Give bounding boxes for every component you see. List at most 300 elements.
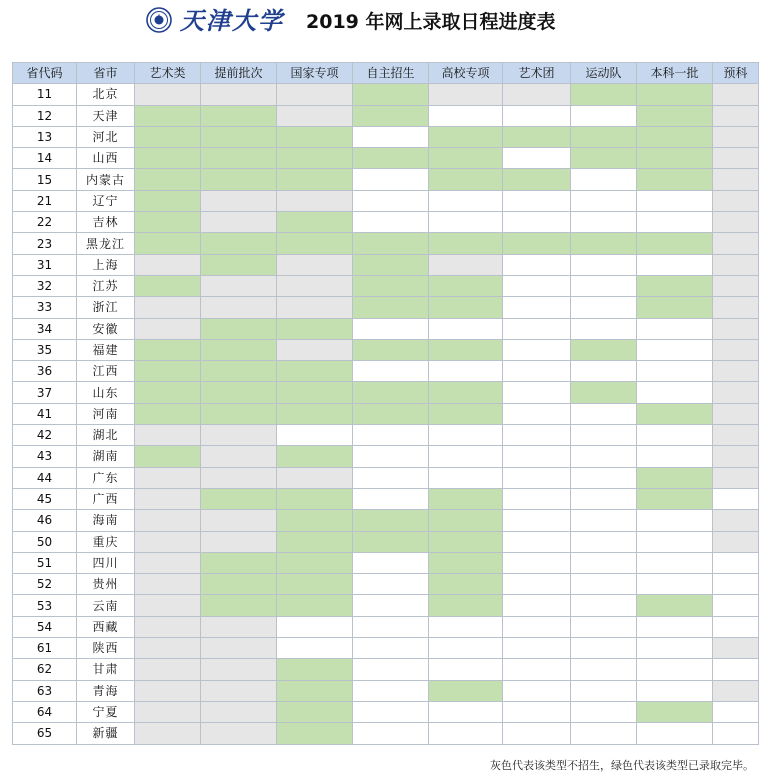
table-row	[13, 616, 759, 637]
status-cell-pending	[429, 318, 503, 339]
status-cell-admitted	[201, 574, 277, 595]
status-cell-pending	[429, 212, 503, 233]
admission-schedule-table	[12, 62, 759, 745]
status-cell-admitted	[135, 126, 201, 147]
status-cell-pending	[637, 552, 713, 573]
status-cell-admitted	[637, 488, 713, 509]
province-code-cell: 62	[13, 659, 77, 680]
status-cell-admitted	[135, 361, 201, 382]
table-row	[13, 467, 759, 488]
province-code-cell: 21	[13, 190, 77, 211]
province-name-cell: 甘肃	[77, 659, 135, 680]
province-name-cell: 天津	[77, 105, 135, 126]
status-cell-not-recruiting	[713, 403, 759, 424]
province-code-cell: 61	[13, 638, 77, 659]
status-cell-pending	[503, 510, 571, 531]
status-cell-pending	[571, 297, 637, 318]
status-cell-not-recruiting	[713, 510, 759, 531]
status-cell-admitted	[637, 169, 713, 190]
status-cell-pending	[571, 425, 637, 446]
status-cell-admitted	[429, 488, 503, 509]
status-cell-admitted	[353, 233, 429, 254]
province-name-cell: 贵州	[77, 574, 135, 595]
status-cell-pending	[277, 425, 353, 446]
status-cell-pending	[503, 254, 571, 275]
province-name-cell: 吉林	[77, 212, 135, 233]
table-row	[13, 680, 759, 701]
status-cell-admitted	[201, 254, 277, 275]
status-cell-admitted	[277, 723, 353, 744]
status-cell-pending	[429, 425, 503, 446]
status-cell-pending	[713, 552, 759, 573]
province-code-cell: 64	[13, 701, 77, 722]
status-cell-pending	[571, 680, 637, 701]
status-cell-admitted	[277, 488, 353, 509]
status-cell-pending	[353, 467, 429, 488]
status-cell-admitted	[429, 339, 503, 360]
status-cell-pending	[713, 595, 759, 616]
column-header: 本科一批	[637, 63, 713, 84]
status-cell-admitted	[277, 595, 353, 616]
province-code-cell: 36	[13, 361, 77, 382]
province-code-cell: 34	[13, 318, 77, 339]
province-name-cell: 浙江	[77, 297, 135, 318]
province-code-cell: 32	[13, 275, 77, 296]
status-cell-pending	[637, 531, 713, 552]
status-cell-pending	[353, 425, 429, 446]
table-body	[13, 84, 759, 744]
table-row	[13, 552, 759, 573]
status-cell-not-recruiting	[277, 254, 353, 275]
province-code-cell: 43	[13, 446, 77, 467]
status-cell-admitted	[429, 297, 503, 318]
table-row	[13, 638, 759, 659]
status-cell-pending	[637, 446, 713, 467]
table-row	[13, 190, 759, 211]
status-cell-not-recruiting	[713, 148, 759, 169]
status-cell-admitted	[277, 403, 353, 424]
province-code-cell: 35	[13, 339, 77, 360]
status-cell-admitted	[277, 361, 353, 382]
status-cell-pending	[353, 169, 429, 190]
status-cell-pending	[353, 638, 429, 659]
status-cell-pending	[637, 382, 713, 403]
province-name-cell: 江苏	[77, 275, 135, 296]
table-row	[13, 339, 759, 360]
status-cell-admitted	[429, 382, 503, 403]
province-name-cell: 宁夏	[77, 701, 135, 722]
status-cell-admitted	[353, 148, 429, 169]
status-cell-not-recruiting	[201, 616, 277, 637]
province-name-cell: 福建	[77, 339, 135, 360]
status-cell-not-recruiting	[201, 425, 277, 446]
province-code-cell: 42	[13, 425, 77, 446]
province-code-cell: 63	[13, 680, 77, 701]
table-row	[13, 297, 759, 318]
status-cell-admitted	[277, 318, 353, 339]
table-row	[13, 148, 759, 169]
status-cell-not-recruiting	[135, 659, 201, 680]
status-cell-not-recruiting	[135, 425, 201, 446]
status-cell-admitted	[637, 84, 713, 105]
status-cell-admitted	[429, 233, 503, 254]
status-cell-not-recruiting	[277, 275, 353, 296]
status-cell-not-recruiting	[201, 510, 277, 531]
status-cell-pending	[571, 552, 637, 573]
status-cell-pending	[713, 574, 759, 595]
status-cell-pending	[503, 382, 571, 403]
status-cell-not-recruiting	[135, 318, 201, 339]
status-cell-admitted	[353, 84, 429, 105]
status-cell-pending	[571, 595, 637, 616]
status-cell-admitted	[571, 382, 637, 403]
status-cell-not-recruiting	[713, 446, 759, 467]
status-cell-pending	[503, 361, 571, 382]
status-cell-pending	[637, 638, 713, 659]
status-cell-pending	[637, 680, 713, 701]
status-cell-admitted	[201, 169, 277, 190]
status-cell-admitted	[353, 339, 429, 360]
status-cell-not-recruiting	[135, 297, 201, 318]
status-cell-not-recruiting	[135, 531, 201, 552]
table-row	[13, 212, 759, 233]
status-cell-pending	[503, 574, 571, 595]
status-cell-not-recruiting	[135, 638, 201, 659]
status-cell-admitted	[277, 233, 353, 254]
table-row	[13, 531, 759, 552]
table-row	[13, 275, 759, 296]
status-cell-pending	[503, 339, 571, 360]
status-cell-not-recruiting	[713, 84, 759, 105]
province-code-cell: 41	[13, 403, 77, 424]
status-cell-not-recruiting	[135, 552, 201, 573]
table-row	[13, 382, 759, 403]
status-cell-pending	[571, 638, 637, 659]
status-cell-pending	[637, 574, 713, 595]
status-cell-not-recruiting	[201, 446, 277, 467]
status-cell-admitted	[503, 233, 571, 254]
status-cell-admitted	[201, 318, 277, 339]
status-cell-admitted	[201, 488, 277, 509]
province-code-cell: 33	[13, 297, 77, 318]
table-row	[13, 701, 759, 722]
status-cell-admitted	[637, 595, 713, 616]
status-cell-admitted	[429, 552, 503, 573]
status-cell-admitted	[429, 275, 503, 296]
status-cell-pending	[571, 403, 637, 424]
province-name-cell: 河南	[77, 403, 135, 424]
status-cell-pending	[713, 488, 759, 509]
status-cell-pending	[637, 616, 713, 637]
status-cell-pending	[429, 659, 503, 680]
province-code-cell: 44	[13, 467, 77, 488]
table-row	[13, 574, 759, 595]
column-header: 高校专项	[429, 63, 503, 84]
table-row	[13, 254, 759, 275]
column-header: 省市	[77, 63, 135, 84]
status-cell-pending	[571, 574, 637, 595]
column-header: 自主招生	[353, 63, 429, 84]
status-cell-admitted	[277, 680, 353, 701]
status-cell-admitted	[353, 297, 429, 318]
status-cell-pending	[503, 190, 571, 211]
status-cell-admitted	[135, 446, 201, 467]
status-cell-not-recruiting	[713, 425, 759, 446]
status-cell-not-recruiting	[713, 680, 759, 701]
status-cell-pending	[571, 467, 637, 488]
status-cell-not-recruiting	[135, 510, 201, 531]
status-cell-admitted	[201, 552, 277, 573]
province-code-cell: 22	[13, 212, 77, 233]
page-header	[0, 0, 768, 52]
status-cell-admitted	[429, 595, 503, 616]
province-name-cell: 广西	[77, 488, 135, 509]
status-cell-pending	[353, 212, 429, 233]
status-cell-admitted	[135, 275, 201, 296]
status-cell-pending	[353, 361, 429, 382]
status-cell-admitted	[135, 403, 201, 424]
status-cell-not-recruiting	[201, 84, 277, 105]
province-code-cell: 51	[13, 552, 77, 573]
status-cell-pending	[571, 169, 637, 190]
province-name-cell: 上海	[77, 254, 135, 275]
province-name-cell: 河北	[77, 126, 135, 147]
status-cell-not-recruiting	[713, 233, 759, 254]
status-cell-admitted	[277, 510, 353, 531]
province-code-cell: 52	[13, 574, 77, 595]
status-cell-pending	[503, 275, 571, 296]
status-cell-admitted	[135, 233, 201, 254]
province-name-cell: 西藏	[77, 616, 135, 637]
status-cell-pending	[277, 638, 353, 659]
status-cell-not-recruiting	[135, 616, 201, 637]
table-row	[13, 723, 759, 744]
status-cell-pending	[571, 723, 637, 744]
province-name-cell: 湖北	[77, 425, 135, 446]
status-cell-admitted	[429, 680, 503, 701]
status-cell-admitted	[277, 446, 353, 467]
column-header: 省代码	[13, 63, 77, 84]
status-cell-pending	[503, 105, 571, 126]
status-cell-not-recruiting	[503, 84, 571, 105]
status-cell-not-recruiting	[713, 318, 759, 339]
province-name-cell: 海南	[77, 510, 135, 531]
status-cell-pending	[353, 574, 429, 595]
province-name-cell: 四川	[77, 552, 135, 573]
province-code-cell: 37	[13, 382, 77, 403]
status-cell-pending	[503, 680, 571, 701]
status-cell-admitted	[571, 84, 637, 105]
status-cell-admitted	[277, 212, 353, 233]
status-cell-pending	[571, 701, 637, 722]
status-cell-pending	[503, 467, 571, 488]
status-cell-pending	[429, 701, 503, 722]
status-cell-admitted	[637, 148, 713, 169]
status-cell-pending	[637, 318, 713, 339]
status-cell-admitted	[135, 190, 201, 211]
status-cell-not-recruiting	[135, 488, 201, 509]
status-cell-pending	[353, 446, 429, 467]
status-cell-pending	[571, 531, 637, 552]
province-name-cell: 云南	[77, 595, 135, 616]
status-cell-pending	[571, 254, 637, 275]
status-cell-admitted	[201, 105, 277, 126]
status-cell-admitted	[135, 212, 201, 233]
province-name-cell: 辽宁	[77, 190, 135, 211]
column-header: 艺术类	[135, 63, 201, 84]
status-cell-pending	[637, 659, 713, 680]
status-cell-admitted	[353, 105, 429, 126]
province-code-cell: 11	[13, 84, 77, 105]
status-cell-pending	[503, 723, 571, 744]
status-cell-not-recruiting	[429, 84, 503, 105]
province-code-cell: 46	[13, 510, 77, 531]
table-row	[13, 84, 759, 105]
status-cell-not-recruiting	[277, 105, 353, 126]
province-code-cell: 65	[13, 723, 77, 744]
province-name-cell: 新疆	[77, 723, 135, 744]
status-cell-not-recruiting	[277, 190, 353, 211]
status-cell-admitted	[277, 574, 353, 595]
status-cell-pending	[637, 254, 713, 275]
status-cell-pending	[277, 616, 353, 637]
status-cell-admitted	[637, 275, 713, 296]
status-cell-pending	[353, 595, 429, 616]
status-cell-not-recruiting	[135, 723, 201, 744]
status-cell-admitted	[201, 339, 277, 360]
status-cell-admitted	[571, 233, 637, 254]
table-row	[13, 659, 759, 680]
status-cell-admitted	[277, 531, 353, 552]
status-cell-pending	[503, 531, 571, 552]
status-cell-pending	[429, 190, 503, 211]
status-cell-not-recruiting	[135, 84, 201, 105]
status-cell-not-recruiting	[201, 275, 277, 296]
status-cell-not-recruiting	[713, 638, 759, 659]
university-logo-text: 天津大学	[180, 6, 284, 35]
status-cell-admitted	[637, 403, 713, 424]
status-cell-not-recruiting	[201, 701, 277, 722]
status-cell-admitted	[353, 254, 429, 275]
province-code-cell: 31	[13, 254, 77, 275]
status-cell-admitted	[503, 126, 571, 147]
status-cell-admitted	[135, 169, 201, 190]
status-cell-pending	[571, 212, 637, 233]
province-code-cell: 54	[13, 616, 77, 637]
table-row	[13, 403, 759, 424]
status-cell-pending	[571, 616, 637, 637]
status-cell-admitted	[429, 403, 503, 424]
status-cell-pending	[353, 488, 429, 509]
status-cell-pending	[503, 488, 571, 509]
status-cell-pending	[637, 425, 713, 446]
table-row	[13, 169, 759, 190]
status-cell-admitted	[429, 510, 503, 531]
province-name-cell: 江西	[77, 361, 135, 382]
status-cell-pending	[637, 190, 713, 211]
table-row	[13, 126, 759, 147]
status-cell-not-recruiting	[201, 212, 277, 233]
status-cell-pending	[353, 659, 429, 680]
table-row	[13, 318, 759, 339]
status-cell-admitted	[429, 169, 503, 190]
status-cell-admitted	[201, 148, 277, 169]
status-cell-pending	[503, 616, 571, 637]
status-cell-pending	[353, 701, 429, 722]
province-name-cell: 北京	[77, 84, 135, 105]
table-row	[13, 105, 759, 126]
province-code-cell: 13	[13, 126, 77, 147]
status-cell-not-recruiting	[277, 297, 353, 318]
column-header: 国家专项	[277, 63, 353, 84]
status-cell-admitted	[353, 275, 429, 296]
status-cell-admitted	[135, 339, 201, 360]
status-cell-admitted	[201, 361, 277, 382]
status-cell-pending	[503, 659, 571, 680]
status-cell-not-recruiting	[713, 361, 759, 382]
status-cell-pending	[637, 361, 713, 382]
province-name-cell: 内蒙古	[77, 169, 135, 190]
province-name-cell: 青海	[77, 680, 135, 701]
province-code-cell: 45	[13, 488, 77, 509]
status-cell-not-recruiting	[713, 297, 759, 318]
status-cell-pending	[571, 275, 637, 296]
status-cell-pending	[503, 638, 571, 659]
status-cell-pending	[503, 318, 571, 339]
status-cell-admitted	[277, 552, 353, 573]
province-code-cell: 12	[13, 105, 77, 126]
status-cell-pending	[353, 318, 429, 339]
status-cell-pending	[429, 105, 503, 126]
status-cell-pending	[429, 361, 503, 382]
status-cell-pending	[713, 659, 759, 680]
status-cell-admitted	[353, 531, 429, 552]
status-cell-not-recruiting	[713, 105, 759, 126]
status-cell-admitted	[201, 233, 277, 254]
status-cell-admitted	[429, 148, 503, 169]
status-cell-admitted	[637, 297, 713, 318]
province-name-cell: 湖南	[77, 446, 135, 467]
status-cell-pending	[503, 595, 571, 616]
province-name-cell: 黑龙江	[77, 233, 135, 254]
status-cell-admitted	[571, 148, 637, 169]
province-name-cell: 广东	[77, 467, 135, 488]
status-cell-pending	[637, 723, 713, 744]
status-cell-not-recruiting	[713, 169, 759, 190]
status-cell-pending	[429, 638, 503, 659]
status-cell-not-recruiting	[201, 659, 277, 680]
province-name-cell: 山西	[77, 148, 135, 169]
status-cell-not-recruiting	[201, 190, 277, 211]
status-cell-not-recruiting	[135, 701, 201, 722]
status-cell-pending	[571, 659, 637, 680]
status-cell-not-recruiting	[201, 723, 277, 744]
province-code-cell: 15	[13, 169, 77, 190]
status-cell-not-recruiting	[135, 574, 201, 595]
status-cell-admitted	[135, 105, 201, 126]
status-cell-pending	[503, 297, 571, 318]
status-cell-not-recruiting	[135, 680, 201, 701]
province-name-cell: 安徽	[77, 318, 135, 339]
status-cell-admitted	[429, 126, 503, 147]
status-cell-pending	[503, 403, 571, 424]
status-cell-not-recruiting	[135, 254, 201, 275]
status-cell-not-recruiting	[429, 254, 503, 275]
status-cell-pending	[713, 616, 759, 637]
status-cell-pending	[503, 701, 571, 722]
status-cell-pending	[429, 616, 503, 637]
status-cell-pending	[571, 446, 637, 467]
